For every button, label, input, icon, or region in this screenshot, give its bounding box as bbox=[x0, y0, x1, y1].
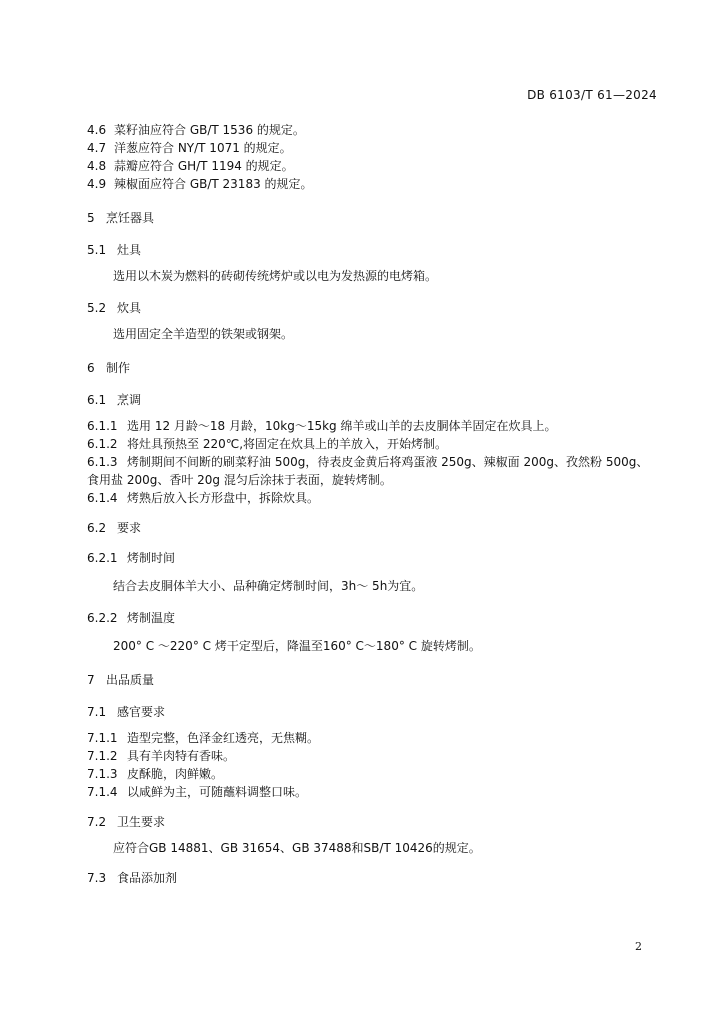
clause-text: 具有羊肉特有香味。 bbox=[127, 749, 236, 763]
section-number: 7.3 bbox=[87, 871, 107, 885]
clause-text: 选用 12 月龄～18 月龄，10kg～15kg 绵羊或山羊的去皮胴体羊固定在炊具上。 bbox=[127, 419, 557, 433]
clause-6-1-4 bbox=[87, 489, 667, 507]
clause-text: 烤熟后放入长方形盘中，拆除炊具。 bbox=[127, 491, 320, 505]
clause-4-8 bbox=[87, 157, 667, 175]
clause-6-1-3 bbox=[87, 453, 667, 471]
section-6-2-1-text: 结合去皮胴体羊大小、品种确定烤制时间，3h～ 5h为宜。 bbox=[113, 579, 424, 593]
clause-text: 菜籽油应符合 GB/T 1536 的规定。 bbox=[114, 123, 305, 137]
section-number: 7 bbox=[87, 673, 95, 687]
section-7-3-heading bbox=[87, 869, 667, 887]
section-title: 食品添加剂 bbox=[117, 871, 178, 885]
clause-6-1-2 bbox=[87, 435, 667, 453]
section-number: 6.2 bbox=[87, 521, 107, 535]
clause-7-1-1 bbox=[87, 729, 667, 747]
section-title: 制作 bbox=[106, 361, 131, 375]
document-code: DB 6103/T 61—2024 bbox=[527, 88, 657, 102]
clause-text: 皮酥脆，肉鲜嫩。 bbox=[127, 767, 224, 781]
clause-number: 6.1.2 bbox=[87, 437, 118, 451]
section-6-1-heading bbox=[87, 391, 667, 409]
section-number: 5.1 bbox=[87, 243, 107, 257]
section-5-heading bbox=[87, 209, 667, 227]
clause-number: 7.1.3 bbox=[87, 767, 118, 781]
section-6-2-2-heading bbox=[87, 609, 667, 627]
section-6-2-heading bbox=[87, 519, 667, 537]
clause-number: 7.1.1 bbox=[87, 731, 118, 745]
clause-6-1-1 bbox=[87, 417, 667, 435]
clause-text: 将灶具预热至 220℃,将固定在炊具上的羊放入，开始烤制。 bbox=[127, 437, 448, 451]
section-title: 炊具 bbox=[117, 301, 142, 315]
section-title: 要求 bbox=[117, 521, 142, 535]
section-6-2-2-text: 200° C ～220° C 烤干定型后，降温至160° C～180° C 旋转烤制。 bbox=[113, 639, 481, 653]
section-number: 5.2 bbox=[87, 301, 107, 315]
section-7-1-heading bbox=[87, 703, 667, 721]
section-title: 烤制温度 bbox=[127, 611, 176, 625]
section-7-heading bbox=[87, 671, 667, 689]
section-5-2-text: 选用固定全羊造型的铁架或钢架。 bbox=[113, 327, 294, 341]
materials-list bbox=[87, 121, 667, 193]
clause-4-6 bbox=[87, 121, 667, 139]
clause-number: 6.1.3 bbox=[87, 455, 118, 469]
clause-number: 7.1.2 bbox=[87, 749, 118, 763]
section-number: 6.1 bbox=[87, 393, 107, 407]
clause-7-1-2 bbox=[87, 747, 667, 765]
clause-text: 洋葱应符合 NY/T 1071 的规定。 bbox=[114, 141, 292, 155]
clause-number: 7.1.4 bbox=[87, 785, 118, 799]
clause-number: 4.8 bbox=[87, 159, 107, 173]
section-number: 5 bbox=[87, 211, 95, 225]
section-number: 6.2.2 bbox=[87, 611, 118, 625]
section-5-1-text: 选用以木炭为燃料的砖砌传统烤炉或以电为发热源的电烤箱。 bbox=[113, 269, 438, 283]
section-5-1-heading bbox=[87, 241, 667, 259]
section-title: 烹饪器具 bbox=[106, 211, 155, 225]
section-6-heading bbox=[87, 359, 667, 377]
section-number: 7.1 bbox=[87, 705, 107, 719]
clause-text: 造型完整，色泽金红透亮，无焦糊。 bbox=[127, 731, 320, 745]
clause-number: 6.1.1 bbox=[87, 419, 118, 433]
clause-number: 6.1.4 bbox=[87, 491, 118, 505]
clause-7-1-4 bbox=[87, 783, 667, 801]
section-5-2-heading bbox=[87, 299, 667, 317]
clause-number: 4.9 bbox=[87, 177, 107, 191]
clause-6-1-3-continuation: 食用盐 200g、香叶 20g 混匀后涂抹于表面，旋转烤制。 bbox=[87, 473, 392, 487]
section-title: 感官要求 bbox=[117, 705, 166, 719]
section-7-2-heading bbox=[87, 813, 667, 831]
section-title: 烹调 bbox=[117, 393, 142, 407]
clause-text: 辣椒面应符合 GB/T 23183 的规定。 bbox=[114, 177, 313, 191]
clause-4-7 bbox=[87, 139, 667, 157]
document-body bbox=[87, 121, 667, 887]
section-number: 7.2 bbox=[87, 815, 107, 829]
section-title: 灶具 bbox=[117, 243, 142, 257]
section-title: 出品质量 bbox=[106, 673, 155, 687]
clause-4-9 bbox=[87, 175, 667, 193]
clause-text: 烤制期间不间断的刷菜籽油 500g，待表皮金黄后将鸡蛋液 250g、辣椒面 200g、孜然粉 500g、 bbox=[127, 455, 649, 469]
section-7-2-text: 应符合GB 14881、GB 31654、GB 37488和SB/T 10426的规定。 bbox=[113, 841, 481, 855]
clause-number: 4.7 bbox=[87, 141, 107, 155]
section-number: 6 bbox=[87, 361, 95, 375]
clause-number: 4.6 bbox=[87, 123, 107, 137]
section-title: 烤制时间 bbox=[127, 551, 176, 565]
section-title: 卫生要求 bbox=[117, 815, 166, 829]
page-number: 2 bbox=[635, 940, 642, 953]
clause-text: 以咸鲜为主，可随蘸料调整口味。 bbox=[127, 785, 308, 799]
clause-text: 蒜瓣应符合 GH/T 1194 的规定。 bbox=[114, 159, 294, 173]
section-number: 6.2.1 bbox=[87, 551, 118, 565]
section-6-2-1-heading bbox=[87, 549, 667, 567]
clause-7-1-3 bbox=[87, 765, 667, 783]
